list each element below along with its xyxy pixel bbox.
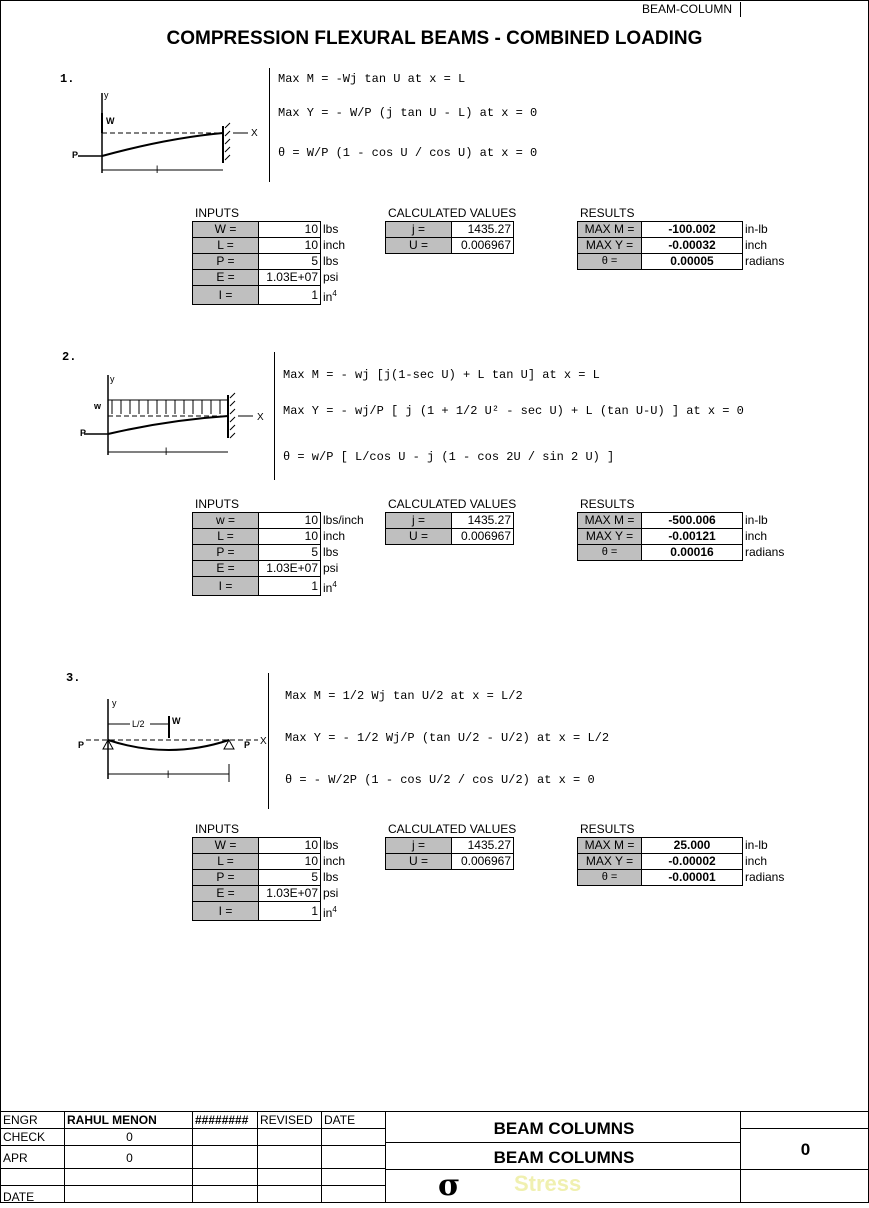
calc-title: CALCULATED VALUES	[388, 497, 517, 511]
input-unit: psi	[323, 561, 339, 575]
page-title: COMPRESSION FLEXURAL BEAMS - COMBINED LOADING	[166, 28, 703, 49]
svg-text:X: X	[257, 412, 264, 423]
result-label: θ =	[578, 870, 642, 886]
calc-value: 0.006967	[452, 854, 514, 870]
table-row	[578, 854, 798, 870]
input-value[interactable]: 1	[259, 286, 321, 305]
formula-block	[269, 68, 560, 182]
table-row	[386, 513, 514, 529]
input-value[interactable]: 1.03E+07	[259, 270, 321, 286]
table-row	[578, 238, 798, 254]
calc-title: CALCULATED VALUES	[388, 206, 517, 220]
blank-cell[interactable]	[192, 1168, 258, 1186]
svg-text:y: y	[104, 90, 109, 100]
check-date[interactable]	[192, 1128, 258, 1146]
formula-line: Max Y = - W/P (j tan U - L) at x = 0	[278, 106, 538, 120]
input-unit: $in^4$	[323, 288, 337, 304]
result-label: θ =	[578, 545, 642, 561]
input-label: I =	[193, 286, 259, 305]
apr-label: APR	[0, 1145, 65, 1169]
table-row	[386, 529, 514, 545]
result-label: MAX Y =	[578, 529, 642, 545]
input-label: I =	[193, 902, 259, 921]
input-unit: lbs	[323, 254, 339, 268]
svg-text:L/2: L/2	[132, 719, 145, 729]
input-unit: inch	[323, 854, 346, 868]
result-value: -0.00001	[642, 870, 743, 886]
revised-label: REVISED	[257, 1111, 322, 1129]
results-table	[577, 837, 798, 886]
table-row	[193, 238, 376, 254]
table-row	[578, 838, 798, 854]
svg-text:l: l	[156, 165, 159, 176]
input-value[interactable]: 10	[259, 222, 321, 238]
date-cell[interactable]	[321, 1128, 386, 1146]
table-row	[578, 513, 798, 529]
svg-text:X: X	[251, 128, 258, 139]
result-value: -0.00002	[642, 854, 743, 870]
calc-label: j =	[386, 222, 452, 238]
result-label: θ =	[578, 254, 642, 270]
table-row	[193, 886, 376, 902]
input-unit: lbs	[323, 222, 339, 236]
input-unit: lbs	[323, 870, 339, 884]
formula-line: Max M = - wj [j(1-sec U) + L tan U] at x = L	[283, 368, 600, 382]
calc-value: 1435.27	[452, 513, 514, 529]
table-row	[193, 545, 376, 561]
result-unit: in-lb	[745, 222, 768, 236]
calc-value: 0.006967	[452, 238, 514, 254]
section-number: 1.	[60, 72, 75, 86]
engr-label: ENGR	[0, 1111, 65, 1129]
formula-line: θ = w/P [ L/cos U - j (1 - cos 2U / sin 2 U) ]	[283, 450, 615, 464]
input-value[interactable]: 10	[259, 838, 321, 854]
calc-label: j =	[386, 838, 452, 854]
calc-title: CALCULATED VALUES	[388, 822, 517, 836]
input-unit: inch	[323, 529, 346, 543]
input-value[interactable]: 10	[259, 529, 321, 545]
input-label: E =	[193, 561, 259, 577]
result-unit: in-lb	[745, 513, 768, 527]
input-label: L =	[193, 238, 259, 254]
svg-text:l: l	[165, 447, 168, 458]
input-unit: $in^4$	[323, 904, 337, 920]
formula-line: θ = W/P (1 - cos U / cos U) at x = 0	[278, 146, 538, 160]
input-label: P =	[193, 254, 259, 270]
logo-text: Stress	[514, 1171, 582, 1196]
input-unit: $in^4$	[323, 579, 337, 595]
date-label: DATE	[321, 1111, 386, 1129]
svg-text:l: l	[167, 770, 170, 781]
calc-table	[385, 221, 514, 254]
input-label: W =	[193, 838, 259, 854]
blank-cell[interactable]	[321, 1168, 386, 1186]
title-block	[0, 1111, 869, 1203]
check-value[interactable]: 0	[64, 1128, 193, 1146]
table-row	[193, 577, 376, 596]
result-unit: inch	[745, 529, 768, 543]
blank-cell[interactable]	[64, 1168, 193, 1186]
svg-text:P: P	[244, 740, 251, 750]
result-unit: in-lb	[745, 838, 768, 852]
table-row	[578, 222, 798, 238]
engr-date[interactable]: ########	[192, 1111, 258, 1129]
date2-label: DATE	[0, 1185, 65, 1203]
formula-line: Max Y = - wj/P [ j (1 + 1/2 U² - sec U) + L (tan U-U) ] at x = 0	[283, 404, 744, 418]
input-value[interactable]: 1	[259, 577, 321, 596]
blank-cell[interactable]	[257, 1168, 322, 1186]
cantilever-distributed-load-diagram	[68, 370, 273, 465]
blank-cell[interactable]	[192, 1185, 258, 1203]
inputs-title: INPUTS	[195, 497, 240, 511]
input-unit: lbs	[323, 545, 339, 559]
result-label: MAX M =	[578, 222, 642, 238]
input-value[interactable]: 1.03E+07	[259, 886, 321, 902]
input-label: E =	[193, 886, 259, 902]
result-label: MAX M =	[578, 513, 642, 529]
svg-text:y: y	[112, 698, 117, 708]
result-value: 0.00005	[642, 254, 743, 270]
table-row	[193, 513, 376, 529]
calc-table	[385, 512, 514, 545]
input-unit: psi	[323, 270, 339, 284]
page-number: 0	[740, 1128, 869, 1170]
table-row	[386, 238, 514, 254]
svg-text:W: W	[172, 716, 181, 726]
input-unit: lbs/inch	[323, 513, 364, 527]
result-label: MAX Y =	[578, 238, 642, 254]
engr-name[interactable]: RAHUL MENON	[64, 1111, 193, 1129]
inputs-title: INPUTS	[195, 206, 240, 220]
svg-text:P: P	[72, 150, 79, 160]
svg-text:y: y	[110, 374, 115, 384]
input-label: P =	[193, 870, 259, 886]
revised-cell[interactable]	[257, 1145, 322, 1169]
input-label: P =	[193, 545, 259, 561]
table-row	[578, 529, 798, 545]
svg-text:P: P	[78, 740, 85, 750]
section-number: 3.	[66, 671, 81, 685]
sheet-title: BEAM COLUMNS	[385, 1111, 741, 1143]
input-label: L =	[193, 854, 259, 870]
table-row	[578, 254, 798, 270]
formula-line: Max Y = - 1/2 Wj/P (tan U/2 - U/2) at x = L/2	[285, 731, 610, 745]
table-row	[386, 838, 514, 854]
calc-value: 1435.27	[452, 838, 514, 854]
text-cursor	[740, 2, 741, 17]
svg-text:P: P	[80, 428, 87, 438]
svg-text:W: W	[106, 116, 115, 126]
input-value[interactable]: 10	[259, 513, 321, 529]
table-row	[578, 870, 798, 886]
table-row	[193, 561, 376, 577]
calc-label: U =	[386, 529, 452, 545]
result-unit: radians	[745, 870, 785, 884]
inputs-table	[192, 512, 376, 596]
formula-line: Max M = 1/2 Wj tan U/2 at x = L/2	[285, 689, 523, 703]
table-row	[193, 870, 376, 886]
input-value[interactable]: 1	[259, 902, 321, 921]
sigma-logo-icon: σ	[438, 1168, 461, 1203]
blank-cell[interactable]	[257, 1185, 322, 1203]
result-label: MAX Y =	[578, 854, 642, 870]
calc-table	[385, 837, 514, 870]
input-value[interactable]: 5	[259, 254, 321, 270]
calc-value: 0.006967	[452, 529, 514, 545]
table-row	[193, 222, 376, 238]
sheet-tag: BEAM-COLUMN	[642, 2, 733, 16]
calc-label: U =	[386, 238, 452, 254]
apr-date[interactable]	[192, 1145, 258, 1169]
blank-cell	[0, 1168, 65, 1186]
table-row	[193, 838, 376, 854]
logo-cell	[385, 1169, 741, 1203]
table-row	[193, 529, 376, 545]
table-row	[193, 254, 376, 270]
result-unit: inch	[745, 854, 768, 868]
blank-cell[interactable]	[64, 1185, 193, 1203]
input-unit: lbs	[323, 838, 339, 852]
date-cell[interactable]	[321, 1145, 386, 1169]
check-label: CHECK	[0, 1128, 65, 1146]
input-value[interactable]: 5	[259, 870, 321, 886]
cantilever-point-load-diagram	[68, 88, 268, 183]
formula-line: Max M = -Wj tan U at x = L	[278, 72, 466, 86]
calc-value: 1435.27	[452, 222, 514, 238]
table-row	[193, 902, 376, 921]
input-label: W =	[193, 222, 259, 238]
formula-block	[274, 352, 744, 480]
blank-cell	[740, 1111, 869, 1129]
result-value: -100.002	[642, 222, 743, 238]
table-row	[193, 854, 376, 870]
formula-line: θ = - W/2P (1 - cos U/2 / cos U/2) at x = 0	[285, 773, 595, 787]
table-row	[386, 854, 514, 870]
results-title: RESULTS	[580, 822, 635, 836]
result-value: -0.00121	[642, 529, 743, 545]
svg-text:w: w	[94, 401, 102, 411]
calc-label: j =	[386, 513, 452, 529]
input-label: w =	[193, 513, 259, 529]
result-value: -0.00032	[642, 238, 743, 254]
result-label: MAX M =	[578, 838, 642, 854]
result-unit: radians	[745, 254, 785, 268]
result-value: -500.006	[642, 513, 743, 529]
result-unit: inch	[745, 238, 768, 252]
input-label: E =	[193, 270, 259, 286]
result-value: 25.000	[642, 838, 743, 854]
input-value[interactable]: 10	[259, 854, 321, 870]
sheet-subtitle: BEAM COLUMNS	[385, 1142, 741, 1170]
blank-cell[interactable]	[321, 1185, 386, 1203]
table-row	[578, 545, 798, 561]
inputs-table	[192, 837, 376, 921]
result-value: 0.00016	[642, 545, 743, 561]
apr-value[interactable]: 0	[64, 1145, 193, 1169]
revised-cell[interactable]	[257, 1128, 322, 1146]
formula-block	[268, 673, 689, 809]
svg-text:X: X	[260, 736, 267, 747]
input-label: L =	[193, 529, 259, 545]
input-value[interactable]: 10	[259, 238, 321, 254]
table-row	[386, 222, 514, 238]
section-number: 2.	[62, 350, 77, 364]
results-table	[577, 512, 798, 561]
table-row	[193, 270, 376, 286]
result-unit: radians	[745, 545, 785, 559]
input-unit: psi	[323, 886, 339, 900]
input-label: I =	[193, 577, 259, 596]
inputs-title: INPUTS	[195, 822, 240, 836]
results-table	[577, 221, 798, 270]
results-title: RESULTS	[580, 206, 635, 220]
results-title: RESULTS	[580, 497, 635, 511]
table-row	[193, 286, 376, 305]
simply-supported-point-load-diagram	[74, 694, 270, 789]
calc-label: U =	[386, 854, 452, 870]
input-value[interactable]: 1.03E+07	[259, 561, 321, 577]
inputs-table	[192, 221, 376, 305]
input-value[interactable]: 5	[259, 545, 321, 561]
input-unit: inch	[323, 238, 346, 252]
